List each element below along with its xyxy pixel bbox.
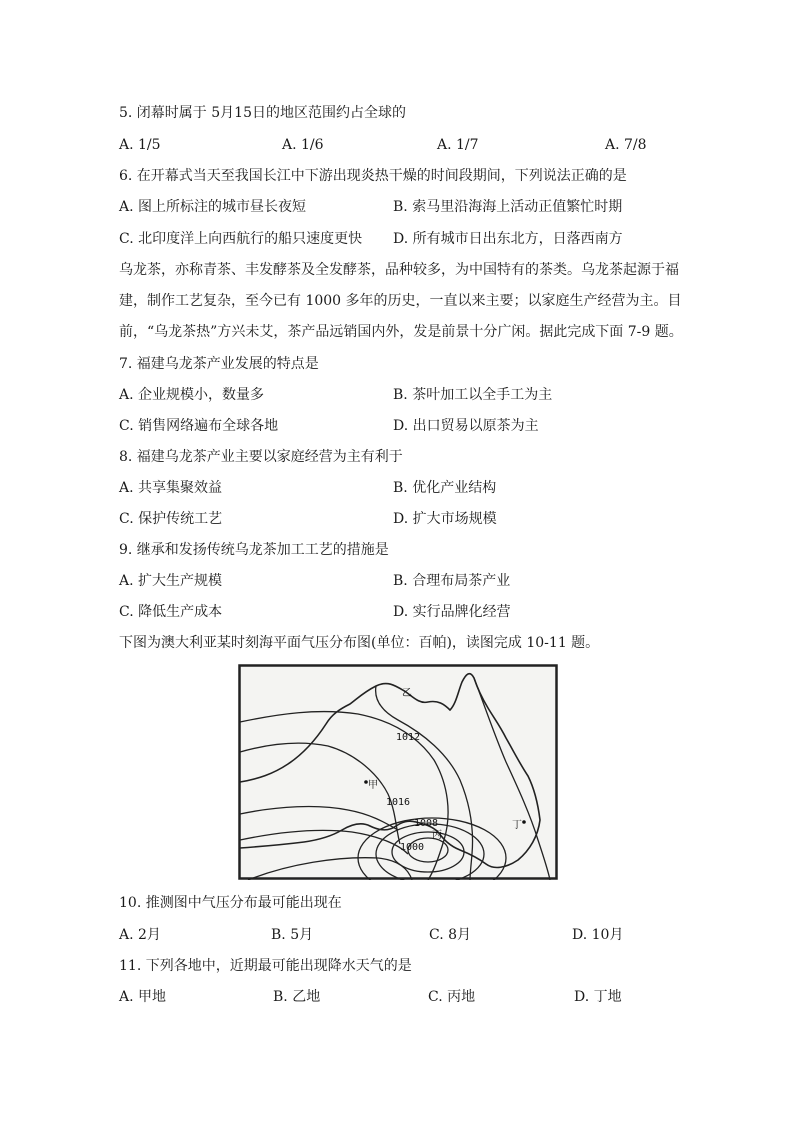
place-label-ding: 丁 xyxy=(512,820,522,831)
q11-option-d: D. 丁地 xyxy=(574,989,622,1005)
q11-option-c: C. 丙地 xyxy=(428,989,476,1005)
q9-option-c: C. 降低生产成本 xyxy=(119,604,223,620)
isobar-map xyxy=(238,664,558,880)
q6-option-d: D. 所有城市日出东北方，日落西南方 xyxy=(393,231,623,247)
q11-option-b: B. 乙地 xyxy=(273,989,321,1005)
q9-option-d: D. 实行品牌化经营 xyxy=(393,604,511,620)
q7-option-b: B. 茶叶加工以全手工为主 xyxy=(393,387,553,403)
q6-stem: 6. 在开幕式当天至我国长江中下游出现炎热干燥的时间段期间，下列说法正确的是 xyxy=(119,168,627,184)
q8-option-a: A. 共享集聚效益 xyxy=(119,480,223,496)
place-label-yi: 乙 xyxy=(402,688,412,699)
q9-option-b: B. 合理布局茶产业 xyxy=(393,573,511,589)
q5-option-d: A. 7/8 xyxy=(605,137,647,153)
q10-option-a: A. 2月 xyxy=(119,927,161,943)
passage-line-3: 前，“乌龙茶热”方兴未艾，茶产品远销国内外，发是前景十分广闲。据此完成下面 7-9 题。 xyxy=(119,324,683,340)
q11-option-a: A. 甲地 xyxy=(119,989,167,1005)
q5-option-b: A. 1/6 xyxy=(282,137,324,153)
q6-option-c: C. 北印度洋上向西航行的船只速度更快 xyxy=(119,231,363,247)
q5-stem: 5. 闭幕时属于 5月15日的地区范围约占全球的 xyxy=(119,105,406,121)
q8-option-c: C. 保护传统工艺 xyxy=(119,511,223,527)
isobar-label-1016: 1016 xyxy=(386,797,411,808)
q9-stem: 9. 继承和发扬传统乌龙茶加工工艺的措施是 xyxy=(119,542,389,558)
q8-stem: 8. 福建乌龙茶产业主要以家庭经营为主有利于 xyxy=(119,449,403,465)
q6-option-a: A. 图上所标注的城市昼长夜短 xyxy=(119,199,307,215)
q9-option-a: A. 扩大生产规模 xyxy=(119,573,223,589)
q10-option-b: B. 5月 xyxy=(271,927,314,943)
q10-option-c: C. 8月 xyxy=(429,927,472,943)
passage-line-2: 建，制作工艺复杂，至今已有 1000 多年的历史，一直以来主要；以家庭生产经营为主。目 xyxy=(119,293,682,309)
q10-stem: 10. 推测图中气压分布最可能出现在 xyxy=(119,895,342,911)
q6-option-b: B. 索马里沿海海上活动正值繁忙时期 xyxy=(393,199,623,215)
place-marker-ding xyxy=(522,820,526,824)
q7-option-a: A. 企业规模小，数量多 xyxy=(119,387,265,403)
passage-line-1: 乌龙茶，亦称青茶、丰发酵茶及全发酵茶，品种较多，为中国特有的茶类。乌龙茶起源于福 xyxy=(119,262,679,278)
q8-option-b: B. 优化产业结构 xyxy=(393,480,497,496)
q7-stem: 7. 福建乌龙茶产业发展的特点是 xyxy=(119,356,319,372)
q5-option-a: A. 1/5 xyxy=(119,137,161,153)
q8-option-d: D. 扩大市场规模 xyxy=(393,511,497,527)
q10-option-d: D. 10月 xyxy=(572,927,624,943)
isobar-label-1012: 1012 xyxy=(396,732,421,743)
q7-option-c: C. 销售网络遍布全球各地 xyxy=(119,418,279,434)
q5-option-c: A. 1/7 xyxy=(437,137,479,153)
place-label-jia: 甲 xyxy=(368,780,378,791)
isobar-map-svg xyxy=(238,664,558,880)
isobar-label-1000: 1000 xyxy=(400,842,425,853)
map-intro: 下图为澳大利亚某时刻海平面气压分布图(单位：百帕)，读图完成 10-11 题。 xyxy=(119,635,600,651)
place-label-bing: 丙 xyxy=(432,830,442,841)
isobar-label-1008: 1008 xyxy=(414,818,439,829)
q11-stem: 11. 下列各地中，近期最可能出现降水天气的是 xyxy=(119,958,412,974)
q7-option-d: D. 出口贸易以原茶为主 xyxy=(393,418,539,434)
